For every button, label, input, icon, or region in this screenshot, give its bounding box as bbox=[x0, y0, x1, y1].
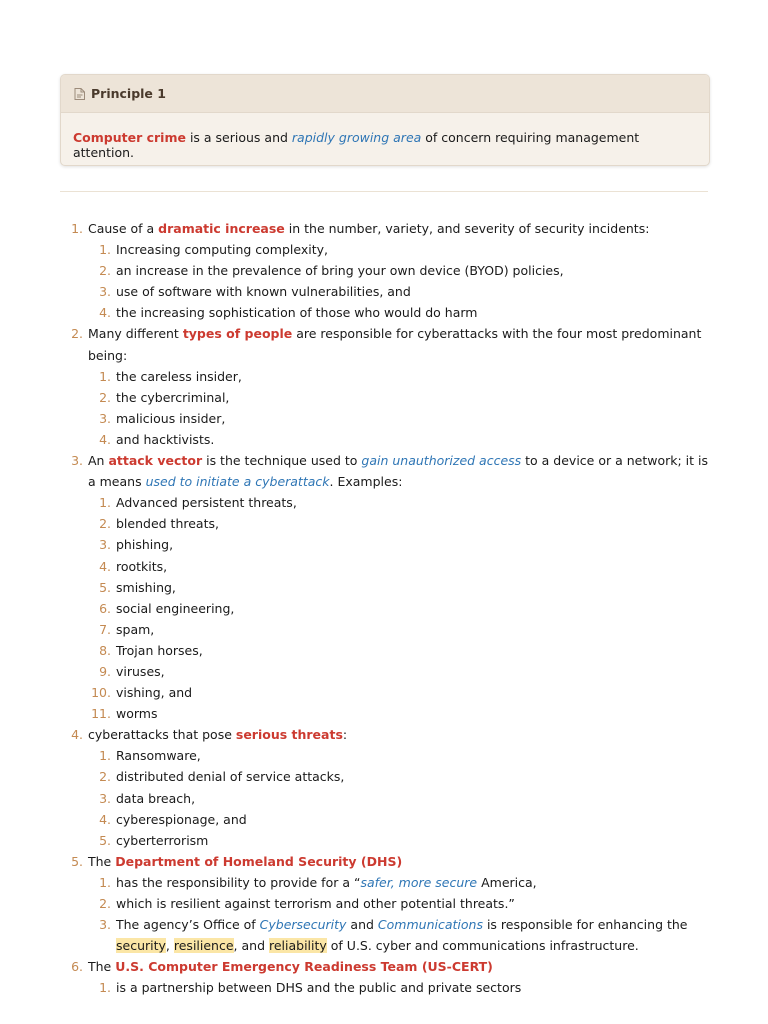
text-span: , and bbox=[233, 938, 269, 954]
item-text: cyberespionage, and bbox=[116, 811, 247, 827]
sub-list-item bbox=[88, 429, 708, 450]
list-number: 4. bbox=[99, 305, 111, 321]
sub-list-item bbox=[88, 387, 708, 408]
sub-list-item bbox=[88, 556, 708, 577]
sub-list bbox=[88, 366, 708, 450]
item-text: distributed denial of service attacks, bbox=[116, 769, 345, 785]
emphasis-term: gain unauthorized access bbox=[361, 453, 522, 469]
sub-list-item bbox=[88, 914, 708, 956]
text-span: and bbox=[346, 917, 378, 933]
callout-header bbox=[61, 75, 709, 113]
item-text: worms bbox=[116, 706, 158, 722]
item-text: vishing, and bbox=[116, 685, 193, 701]
text-span: Cause of a bbox=[88, 221, 159, 236]
callout-body bbox=[61, 113, 709, 160]
text-span: America, bbox=[477, 874, 537, 890]
item-text: phishing, bbox=[116, 537, 174, 553]
item-text: smishing, bbox=[116, 579, 176, 595]
item-text: the careless insider, bbox=[116, 368, 242, 384]
item-text: viruses, bbox=[116, 663, 165, 679]
highlighted-term: resilience bbox=[173, 938, 234, 954]
sub-list-item bbox=[88, 302, 708, 323]
item-text: which is resilient against terrorism and other potential threats.” bbox=[116, 896, 515, 911]
sub-list-item bbox=[88, 661, 708, 682]
text-span: , bbox=[165, 938, 174, 954]
list-number: 10. bbox=[91, 685, 111, 701]
item-text: an increase in the prevalence of bring your own device (BYOD) policies, bbox=[116, 263, 564, 279]
list-item bbox=[60, 956, 708, 998]
list-number: 8. bbox=[99, 642, 111, 658]
key-term: U.S. Computer Emergency Readiness Team (US-CERT) bbox=[115, 959, 493, 975]
list-number: 2. bbox=[99, 389, 111, 405]
list-number: 6. bbox=[71, 959, 83, 975]
sub-list-item bbox=[88, 977, 708, 998]
item-text: Ransomware, bbox=[116, 748, 201, 764]
item-text: spam, bbox=[116, 621, 155, 637]
principle-callout bbox=[60, 74, 710, 166]
sub-list bbox=[88, 745, 708, 850]
list-number: 11. bbox=[91, 706, 111, 722]
sub-list-item bbox=[88, 534, 708, 555]
item-text: blended threats, bbox=[116, 516, 219, 532]
key-term: serious threats bbox=[235, 727, 343, 743]
list-number: 2. bbox=[99, 516, 111, 532]
emphasis-term: rapidly growing area bbox=[291, 130, 422, 145]
sub-list-item bbox=[88, 872, 708, 893]
sub-list-item bbox=[88, 788, 708, 809]
text-span: of concern requiring management attention. bbox=[73, 130, 640, 160]
list-item bbox=[60, 851, 708, 956]
list-number: 3. bbox=[99, 790, 111, 806]
text-span: The agency’s Office of bbox=[116, 917, 260, 933]
item-text: social engineering, bbox=[116, 600, 235, 616]
list-number: 1. bbox=[99, 495, 111, 511]
highlighted-term: reliability bbox=[268, 938, 327, 954]
list-number: 4. bbox=[71, 727, 83, 743]
list-number: 3. bbox=[99, 917, 111, 933]
text-span: . Examples: bbox=[329, 474, 403, 490]
list-item bbox=[60, 450, 708, 724]
list-number: 6. bbox=[99, 600, 111, 616]
callout-title: Principle 1 bbox=[91, 86, 166, 101]
list-number: 1. bbox=[99, 368, 111, 384]
sub-list-item bbox=[88, 703, 708, 724]
list-item bbox=[60, 724, 708, 851]
notes-content bbox=[60, 218, 708, 998]
list-number: 5. bbox=[99, 579, 111, 595]
sub-list-item bbox=[88, 239, 708, 260]
list-number: 7. bbox=[99, 621, 111, 637]
list-item bbox=[60, 323, 708, 450]
item-text: Advanced persistent threats, bbox=[116, 495, 297, 511]
list-number: 3. bbox=[71, 453, 83, 469]
sub-list-item bbox=[88, 830, 708, 851]
list-number: 1. bbox=[99, 242, 111, 258]
text-span: is the technique used to bbox=[202, 453, 362, 469]
sub-list-item bbox=[88, 619, 708, 640]
emphasis-term: Communications bbox=[377, 917, 483, 933]
sub-list bbox=[88, 239, 708, 323]
text-span: cyberattacks that pose bbox=[88, 727, 236, 743]
text-span: is a serious and bbox=[185, 130, 292, 145]
text-span: Many different bbox=[88, 326, 183, 342]
text-span: The bbox=[88, 959, 116, 975]
text-span: has the responsibility to provide for a “ bbox=[116, 874, 361, 890]
text-span: : bbox=[342, 727, 348, 743]
text-span: An bbox=[88, 453, 109, 469]
sub-list-item bbox=[88, 598, 708, 619]
sub-list bbox=[88, 872, 708, 956]
sub-list-item bbox=[88, 682, 708, 703]
sub-list-item bbox=[88, 260, 708, 281]
divider bbox=[60, 191, 708, 192]
highlighted-term: security bbox=[116, 938, 166, 954]
list-number: 4. bbox=[99, 811, 111, 827]
sub-list bbox=[88, 977, 708, 998]
list-number: 2. bbox=[99, 896, 111, 911]
list-number: 2. bbox=[99, 263, 111, 279]
list-number: 5. bbox=[99, 832, 111, 848]
item-text: rootkits, bbox=[116, 558, 168, 574]
text-span: The bbox=[88, 853, 116, 869]
list-number: 3. bbox=[99, 284, 111, 300]
list-number: 4. bbox=[99, 558, 111, 574]
list-number: 1. bbox=[99, 980, 111, 996]
emphasis-term: used to initiate a cyberattack bbox=[145, 474, 330, 490]
text-span: is responsible for enhancing the bbox=[482, 917, 688, 933]
key-term: Department of Homeland Security (DHS) bbox=[115, 853, 403, 869]
item-text: malicious insider, bbox=[116, 410, 226, 426]
list-number: 3. bbox=[99, 537, 111, 553]
key-term: Computer crime bbox=[73, 130, 186, 145]
item-text: the cybercriminal, bbox=[116, 389, 230, 405]
list-number: 1. bbox=[71, 221, 83, 236]
main-list bbox=[60, 218, 708, 998]
sub-list-item bbox=[88, 492, 708, 513]
sub-list-item bbox=[88, 809, 708, 830]
list-number: 4. bbox=[99, 431, 111, 447]
sub-list-item bbox=[88, 766, 708, 787]
text-span: are responsible for cyberattacks with the four most predominant being: bbox=[88, 326, 702, 363]
list-number: 3. bbox=[99, 410, 111, 426]
list-number: 2. bbox=[71, 326, 83, 342]
text-span: in the number, variety, and severity of security incidents: bbox=[284, 221, 650, 236]
sub-list bbox=[88, 492, 708, 724]
list-number: 1. bbox=[99, 748, 111, 764]
sub-list-item bbox=[88, 577, 708, 598]
key-term: dramatic increase bbox=[158, 221, 285, 236]
sub-list-item bbox=[88, 640, 708, 661]
item-text: Increasing computing complexity, bbox=[116, 242, 328, 258]
sub-list-item bbox=[88, 745, 708, 766]
sub-list-item bbox=[88, 281, 708, 302]
sub-list-item bbox=[88, 408, 708, 429]
text-span: of U.S. cyber and communications infrastructure. bbox=[326, 938, 639, 954]
sub-list-item bbox=[88, 893, 708, 914]
key-term: attack vector bbox=[108, 453, 203, 469]
list-number: 1. bbox=[99, 874, 111, 890]
list-number: 2. bbox=[99, 769, 111, 785]
list-number: 9. bbox=[99, 663, 111, 679]
note-icon bbox=[74, 88, 85, 100]
item-text: and hacktivists. bbox=[116, 431, 215, 447]
item-text: is a partnership between DHS and the public and private sectors bbox=[116, 980, 522, 996]
item-text: use of software with known vulnerabilities, and bbox=[116, 284, 411, 300]
list-number: 5. bbox=[71, 853, 83, 869]
emphasis-term: safer, more secure bbox=[360, 874, 478, 890]
text-span: to a device or a network; it is a means bbox=[88, 453, 709, 490]
item-text: the increasing sophistication of those who would do harm bbox=[116, 305, 478, 321]
list-item bbox=[60, 218, 708, 323]
item-text: data breach, bbox=[116, 790, 196, 806]
sub-list-item bbox=[88, 366, 708, 387]
item-text: Trojan horses, bbox=[116, 642, 203, 658]
sub-list-item bbox=[88, 513, 708, 534]
key-term: types of people bbox=[182, 326, 293, 342]
item-text: cyberterrorism bbox=[116, 832, 209, 848]
emphasis-term: Cybersecurity bbox=[259, 917, 347, 933]
